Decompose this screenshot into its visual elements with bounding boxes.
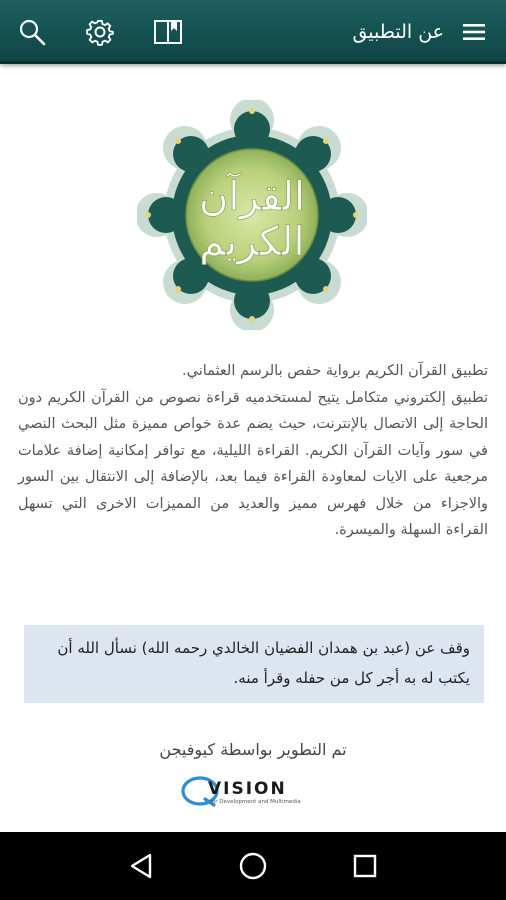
developer-brand: VISION [208,779,287,799]
home-icon[interactable] [233,846,273,886]
menu-icon[interactable] [456,14,492,50]
bookmark-book-icon[interactable] [150,14,186,50]
description-body: تطبيق إلكتروني متكامل يتيح لمستخدميه قراءة نصوص من القرآن الكريم دون الحاجة إلى الاتصال بالإنترنت، حيث يضم عدة خواص مميزة مثل البحث النصي في سور وآيات القرآن الكريم. القراءة الليلية، مع توافر إمكانية إضافة علامات مرجعية على الايات لمعاودة القراءة فيما بعد، بالإضافة إلى الانتقال بين السور والاجزاء من خلال فهرس مميز والعديد من المميزات الاخرى التي تسهل القراءة السهلة والميسرة. [18,389,488,538]
developer-label: تم التطوير بواسطة كيوفيجن [159,740,347,759]
quran-logo [137,100,367,330]
logo-text-line1: القرآن [198,174,306,220]
app-bar [0,0,506,64]
page-title: عن التطبيق [352,21,444,43]
qvision-logo[interactable] [180,775,326,811]
dedication-box [24,625,484,703]
logo-text-line2: الكريم [199,219,305,265]
recents-icon[interactable] [345,846,385,886]
app-description [18,358,488,544]
developer-tagline: for Development and Multimedia [210,799,301,805]
system-nav-bar [0,832,506,900]
dedication-text: وقف عن (عبد بن همدان الفضيان الخالدي رحمه الله) نسأل الله أن يكتب له به أجر كل من حفله وقرأ منه. [57,639,470,687]
back-icon[interactable] [121,846,161,886]
description-intro: تطبيق القرآن الكريم برواية حفص بالرسم العثماني. [182,363,488,379]
settings-gear-icon[interactable] [82,14,118,50]
search-icon[interactable] [14,14,50,50]
